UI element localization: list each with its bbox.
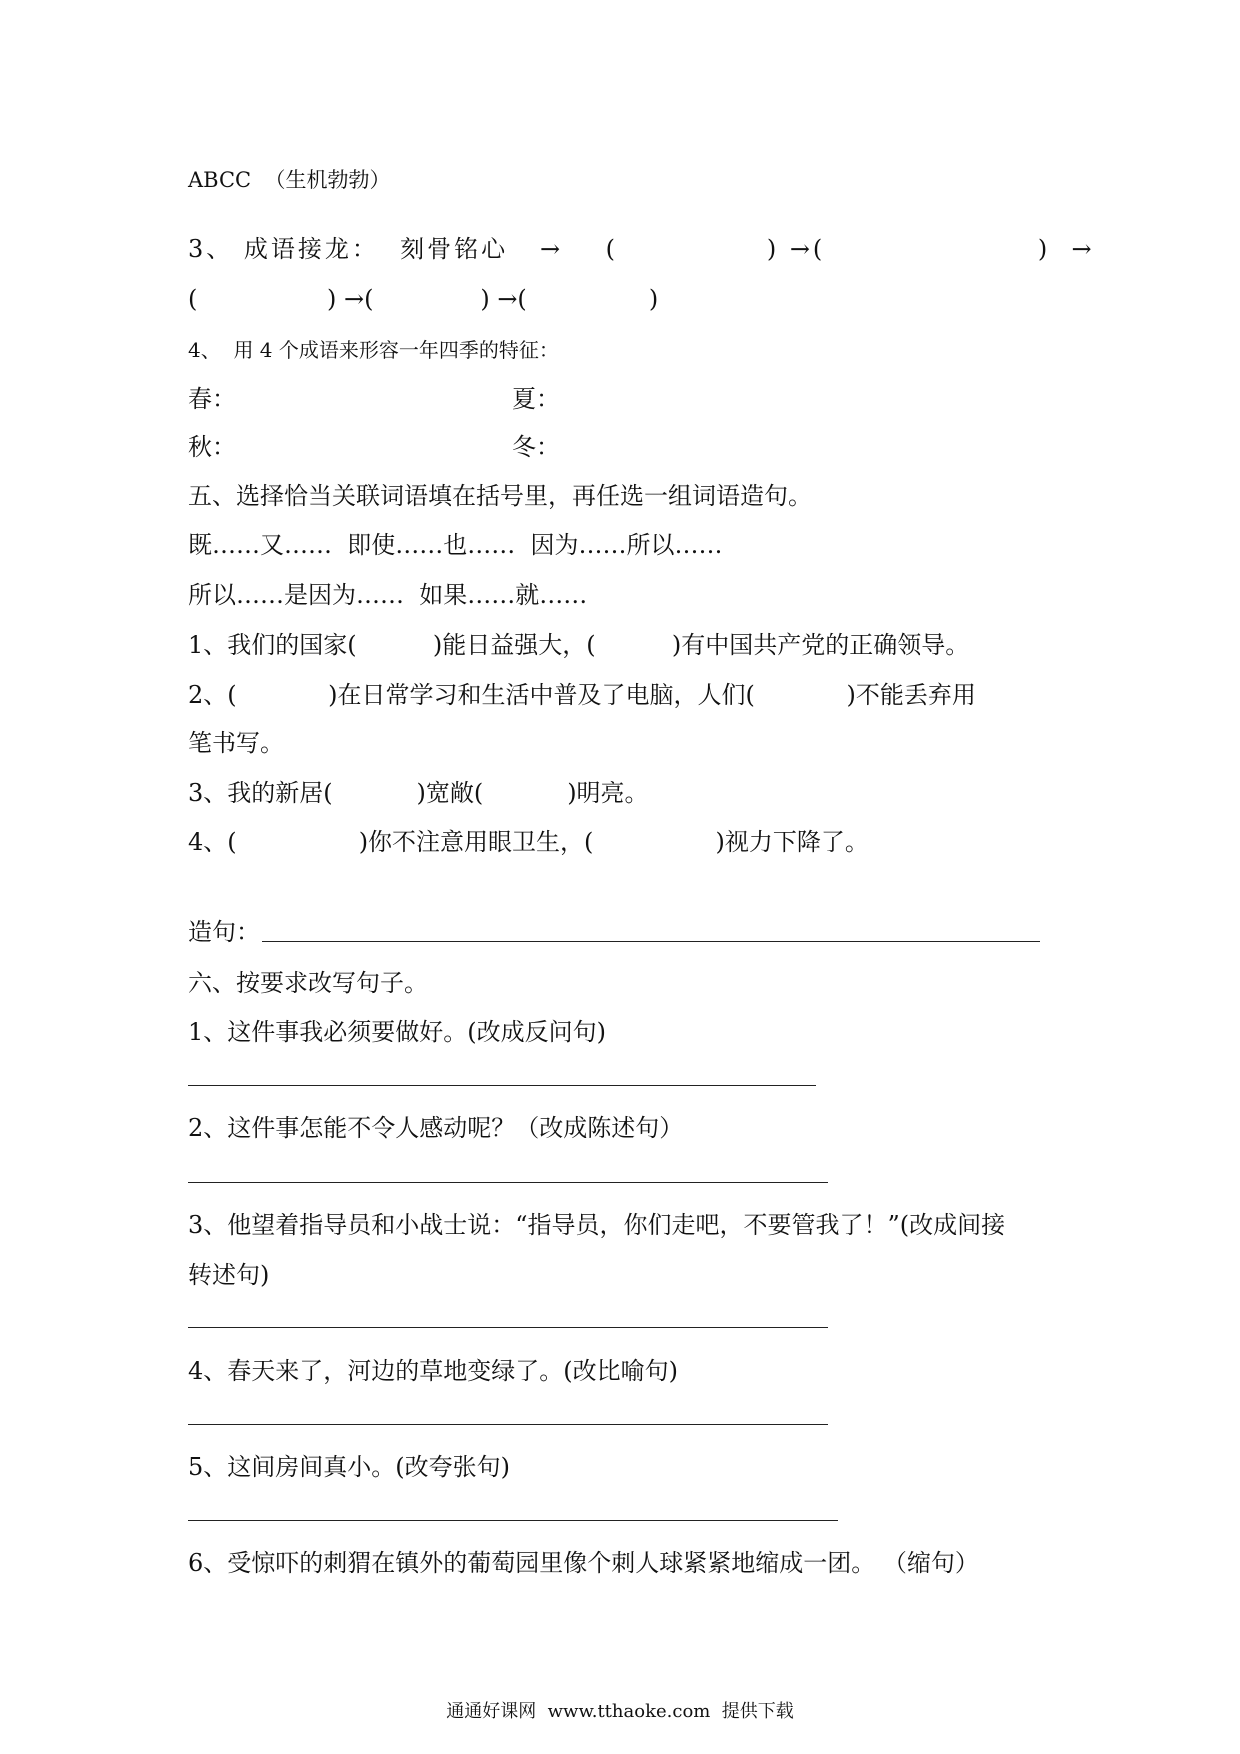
abcc-example: ABCC （生机勃勃） <box>188 168 391 192</box>
winter-label: 冬： <box>512 433 560 461</box>
section-6-question-4: 4、春天来了，河边的草地变绿了。(改比喻句) <box>188 1357 678 1385</box>
section-5-question-4: 4、( )你不注意用眼卫生，( )视力下降了。 <box>188 828 869 856</box>
idiom-chain-line-1: 3、 成语接龙： 刻骨铭心 → ( ) →( ) → <box>188 235 1095 263</box>
idiom-chain-line-2: ( ) →( ) →( ) <box>188 285 659 313</box>
section-6-question-3a: 3、他望着指导员和小战士说：“指导员，你们走吧，不要管我了！”(改成间接 <box>188 1211 1006 1239</box>
conjunction-list-2: 所以……是因为…… 如果……就…… <box>188 581 588 609</box>
answer-line-1 <box>188 1085 816 1086</box>
section-6-question-1: 1、这件事我必须要做好。(改成反问句) <box>188 1018 606 1046</box>
autumn-label: 秋： <box>188 433 236 461</box>
answer-line-4 <box>188 1424 828 1425</box>
answer-line-5 <box>188 1520 838 1521</box>
section-5-question-1: 1、我们的国家( )能日益强大，( )有中国共产党的正确领导。 <box>188 631 970 659</box>
section-5-question-2b: 笔书写。 <box>188 729 284 757</box>
section-5-question-3: 3、我的新居( )宽敞( )明亮。 <box>188 779 649 807</box>
answer-line-2 <box>188 1182 828 1183</box>
conjunction-list-1: 既……又…… 即使……也…… 因为……所以…… <box>188 531 723 559</box>
section-6-title: 六、按要求改写句子。 <box>188 969 428 997</box>
section-6-question-6: 6、受惊吓的刺猬在镇外的葡萄园里像个刺人球紧紧地缩成一团。 （缩句） <box>188 1549 979 1577</box>
make-sentence-label: 造句： <box>188 918 260 946</box>
summer-label: 夏： <box>512 385 560 413</box>
section-6-question-5: 5、这间房间真小。(改夸张句) <box>188 1453 510 1481</box>
answer-line-3 <box>188 1327 828 1328</box>
section-5-question-2a: 2、( )在日常学习和生活中普及了电脑，人们( )不能丢弃用 <box>188 681 976 709</box>
section-6-question-3b: 转述句) <box>188 1261 270 1289</box>
spring-label: 春： <box>188 385 236 413</box>
question-4-title: 4、 用 4 个成语来形容一年四季的特征： <box>188 338 559 362</box>
footer-credit: 通通好课网 www.tthaoke.com 提供下载 <box>446 1701 794 1722</box>
section-5-title: 五、选择恰当关联词语填在括号里，再任选一组词语造句。 <box>188 482 812 510</box>
make-sentence-answer-line <box>262 941 1040 942</box>
section-6-question-2: 2、这件事怎能不令人感动呢？（改成陈述句） <box>188 1114 684 1142</box>
